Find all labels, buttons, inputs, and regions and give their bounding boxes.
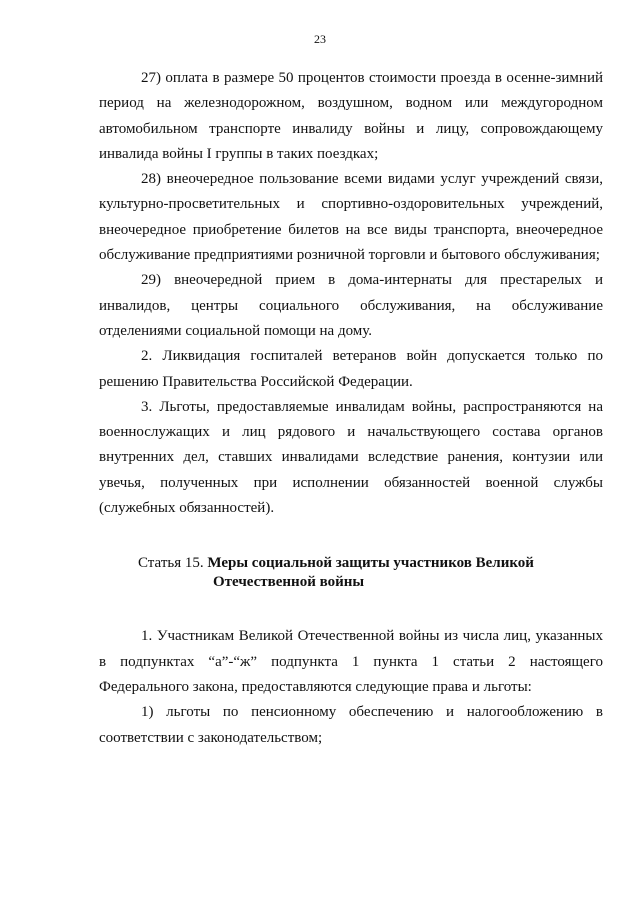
paragraph-item-28: 28) внеочередное пользование всеми видами услуг учреждений связи, культурно-просветительных и спортивно-оздоровительных учреждений, внеочередное приобретение билетов на все виды транспорта, внеочередное обслуживание предприятиями розничной торговли и бытового обслуживания; — [99, 171, 603, 264]
paragraph-item-29: 29) внеочередной прием в дома-интернаты для престарелых и инвалидов, центры социального обслуживания, на обслуживание отделениями социальной помощи на дому. — [99, 272, 603, 339]
article-heading — [99, 554, 603, 592]
paragraph-item-27: 27) оплата в размере 50 процентов стоимости проезда в осенне-зимний период на железнодорожном, воздушном, водном или междугородном автомобильном транспорте инвалиду войны и лицу, сопровождающему инвалида войны I группы в таких поездках; — [99, 70, 603, 162]
paragraph-clause-2: 2. Ликвидация госпиталей ветеранов войн допускается только по решению Правительства Российской Федерации. — [99, 348, 603, 390]
article-title-part-2: Отечественной войны — [213, 574, 365, 591]
paragraph-article-15-item-1: 1) льготы по пенсионному обеспечению и налогообложению в соответствии с законодательством; — [99, 704, 603, 746]
article-heading-line-1 — [99, 554, 603, 573]
paragraph-clause-3: 3. Льготы, предоставляемые инвалидам войны, распространяются на военнослужащих и лиц рядового и начальствующего состава органов внутренних дел, ставших инвалидами вследствие ранения, контузии или увечья, полученных при исполнении обязанностей военной службы (служебных обязанностей). — [99, 398, 603, 517]
page-number: 23 — [314, 32, 326, 46]
article-number: Статья 15. — [138, 555, 204, 572]
document-body — [99, 66, 603, 751]
paragraph-article-15-clause-1: 1. Участникам Великой Отечественной войны из числа лиц, указанных в подпунктах “а”-“ж” подпункта 1 пункта 1 статьи 2 настоящего Федерального закона, предоставляются следующие права и льготы: — [99, 628, 603, 695]
article-title-part-1: Меры социальной защиты участников Великой — [207, 555, 534, 572]
